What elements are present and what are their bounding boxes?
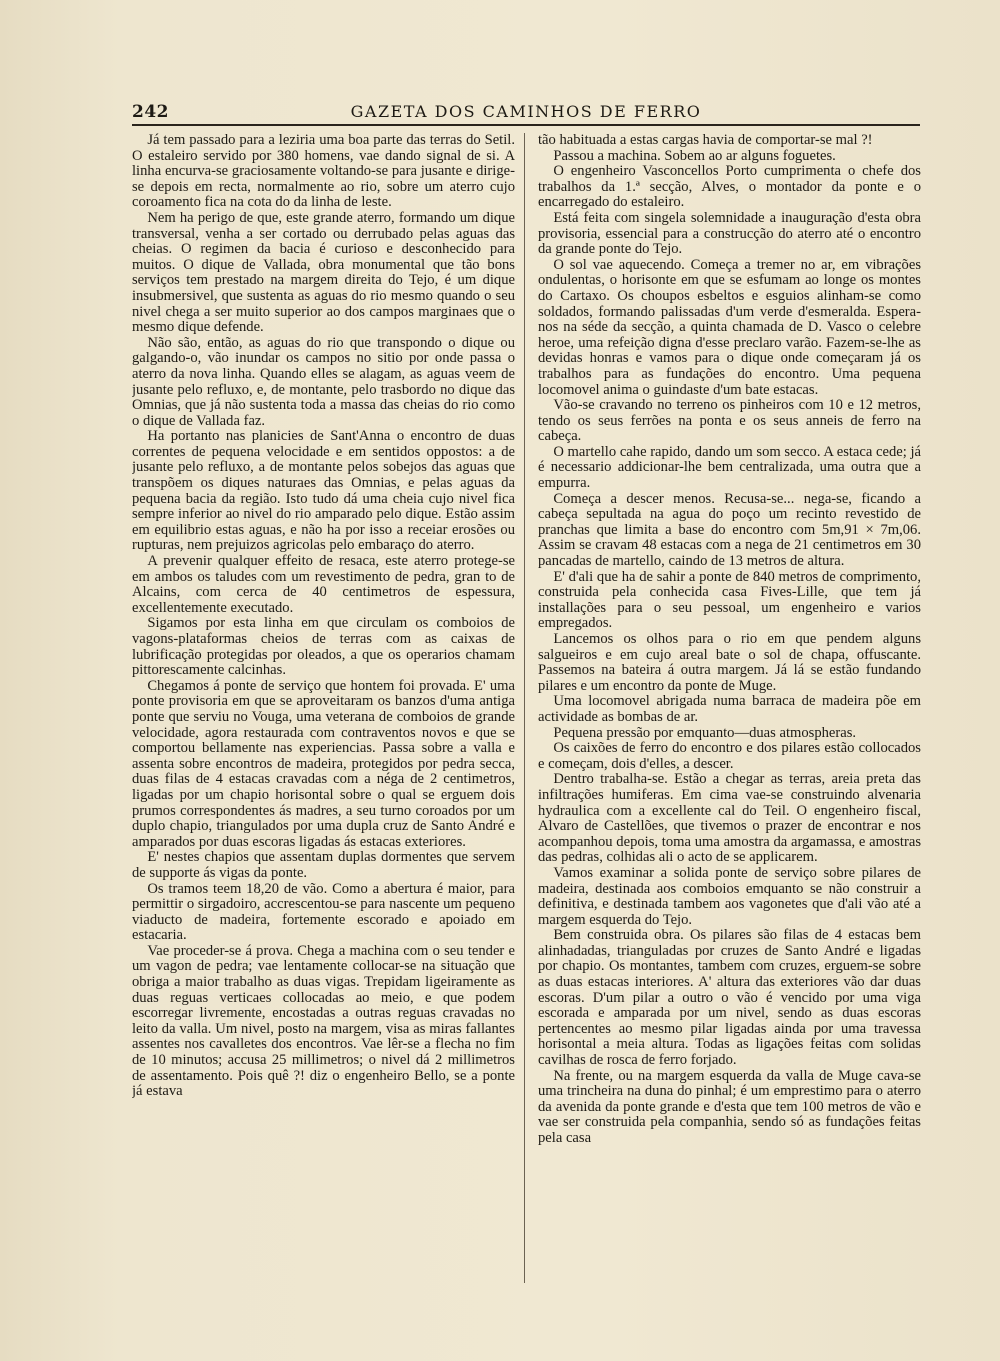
paragraph: O engenheiro Vasconcellos Porto cumprimenta o chefe dos trabalhos da 1.ª secção, Alves, o montador da ponte e o encarregado do estaleiro.	[538, 163, 921, 211]
paragraph: E' nestes chapios que assentam duplas dormentes que servem de supporte ás vigas da ponte.	[132, 849, 515, 881]
paragraph: Os caixões de ferro do encontro e dos pilares estão collocados e começam, dois d'elles, a descer.	[538, 740, 921, 772]
paragraph: Já tem passado para a leziria uma boa parte das terras do Setil. O estaleiro servido por 380 homens, vae dando signal de si. A linha encurva-se graciosamente voltando-se para jusante e dirige-se depois em recta, normalmente ao rio, sobre um aterro cujo coroamento fica na cota do da linha de leste.	[132, 133, 515, 211]
page-header	[132, 100, 920, 126]
paragraph-continued: tão habituada a estas cargas havia de comportar-se mal ?!	[538, 133, 873, 148]
right-column	[538, 133, 921, 1293]
paragraph: Nem ha perigo de que, este grande aterro, formando um dique transversal, venha a ser cortado ou derrubado pelas aguas das cheias. O regimen da bacia é curioso e desconhecido para muitos. O dique de Vallada, obra monumental que tão bons serviços tem prestado na margem direita do Tejo, é um dique insubmersivel, que sustenta as aguas do rio mesmo quando o seu nivel chega a ser muito superior ao dos campos marginaes que o mesmo dique defende.	[132, 209, 515, 336]
paragraph: Passou a machina. Sobem ao ar alguns foguetes.	[553, 147, 836, 164]
paragraph: Vae proceder-se á prova. Chega a machina com o seu tender e um vagon de pedra; vae lentamente collocar-se na situação que obriga a maior trabalho as duas vigas. Trepidam ligeiramente as duas reguas verticaes collocadas ao meio, e que podem escorregar livremente, encostadas a outras reguas cravadas no leito da valla. Um nivel, posto na margem, visa as miras fallantes assentes nos cavalletes dos encontros. Vae lêr-se a flecha no fim de 10 minutos; accusa 25 millimetros; o nivel dá 2 millimetros de assentamento. Pois quê ?! diz o engenheiro Bello, se a ponte já estava	[132, 942, 515, 1100]
paragraph: Os tramos teem 18,20 de vão. Como a abertura é maior, para permittir o sirgadoiro, accrescentou-se para nascente um pequeno viaducto de madeira, fortemente escorado e apoiado em estacaria.	[132, 880, 515, 944]
paragraph: E' d'ali que ha de sahir a ponte de 840 metros de comprimento, construida pela conhecida casa Fives-Lille, que tem já installações para o seu pessoal, um engenheiro e varios empregados.	[538, 568, 921, 632]
paragraph: Começa a descer menos. Recusa-se... nega-se, ficando a cabeça sepultada na agua do poço um recinto revestido de pranchas que limita a base do encontro com 5m,91 × 7m,06. Assim se cravam 48 estacas com a nega de 21 centimetros em 30 pancadas de martello, caindo de 13 metros de altura.	[538, 490, 921, 570]
paragraph: O sol vae aquecendo. Começa a tremer no ar, em vibrações ondulentas, o horisonte em que se esfumam ao longe os montes do Cartaxo. Os choupos esbeltos e esguios alinham-se como soldados, formando palissadas d'um verde d'esmeralda. Espera-nos na séde da secção, a quinta chamada de D. Vasco o celebre heroe, uma refeição digna d'esse preclaro varão. Fazem-se-lhe as devidas honras e vamos para o dique onde começaram já os trabalhos para as fundações do encontro. Uma pequena locomovel anima o guindaste d'um bate estacas.	[538, 256, 921, 398]
paragraph: Não são, então, as aguas do rio que transpondo o dique ou galgando-o, vão inundar os campos no sitio por onde passa o aterro da nova linha. Quando elles se alagam, as aguas veem de jusante pelo refluxo, e, de montante, pelo trasbordo no dique das Omnias, que já não sustenta toda a massa das cheias do rio como o dique de Vallada faz.	[132, 334, 515, 429]
paragraph: O martello cahe rapido, dando um som secco. A estaca cede; já é necessario addicionar-lhe bem centralizada, uma outra que a empurra.	[538, 443, 921, 492]
paragraph: Está feita com singela solemnidade a inauguração d'esta obra provisoria, essencial para a construcção do aterro até o encontro da grande ponte do Tejo.	[538, 209, 921, 258]
paragraph: Lancemos os olhos para o rio em que pendem alguns salgueiros e em cujo areal bate o sol de chapa, offuscante. Passemos na bateira á outra margem. Já lá se estão fundando pilares e um encontro da ponte de Muge.	[538, 631, 921, 694]
paragraph: Dentro trabalha-se. Estão a chegar as terras, areia preta das infiltrações humiferas. Em cima vae-se construindo alvenaria hydraulica com a excellente cal do Teil. O engenheiro fiscal, Alvaro de Castellões, que tivemos o prazer de encontrar e nos acompanhou depois, toma uma amostra da argamassa, e amostras das pedras, colhidas ali o acto de se applicarem.	[538, 771, 921, 866]
paragraph: Vamos examinar a solida ponte de serviço sobre pilares de madeira, destinada aos comboios emquanto se não construir a definitiva, e destinada tambem aos vagonetes que d'ali vão até a margem esquerda do Tejo.	[538, 864, 921, 928]
paragraph: Chegamos á ponte de serviço que hontem foi provada. E' uma ponte provisoria em que se aproveitaram os banzos d'uma antiga ponte que serviu no Vouga, uma veterana de comboios de grande velocidade, agora restaurada com contraventos novos e que se comportou bellamente nas experiencias. Passa sobre a valla e assenta sobre encontros de madeira, protegidos por pedra secca, duas filas de 4 estacas cravadas com a négа de 2 centimetros, ligadas por um chapio horisontal sobre o qual se erguem dois prumos correspondentes ás madres, a seu turno coroados por um duplo chapio, triangulados por uma dupla cruz de Santo André e amparados por duas escoras ligadas ás estacas exteriores.	[132, 677, 515, 850]
paragraph: Bem construida obra. Os pilares são filas de 4 estacas bem alinhadadas, trianguladas por cruzes de Santo André e ligadas por chapio. Os montantes, tambem com cruzes, erguem-se sobre as duas estacas interiores. A' altura das exteriores vão dar duas escoras. D'um pilar a outro o vão é vencido por uma viga escorada e amparada por um nivel, sendo as duas escoras pertencentes ao mesmo pilar ligadas ainda por uma travessa horisontal a meia altura. Todas as ligações feitas com solidas cavilhas de rosca de ferro forjado.	[538, 927, 921, 1069]
paragraph: A prevenir qualquer effeito de resaca, este aterro protege-se em ambos os taludes com um revestimento de pedra, gran to de Alcains, com cerca de 40 centimetros de espessura, excellentemente executado.	[132, 553, 515, 616]
paragraph: Pequena pressão por emquanto—duas atmospheras.	[553, 724, 857, 741]
running-title: GAZETA DOS CAMINHOS DE FERRO	[350, 102, 702, 121]
paragraph: Ha portanto nas planicies de Sant'Anna o encontro de duas correntes de pequena velocidade e em sentidos oppostos: a de jusante pelo refluxo, a de montante pelos sobejos das aguas que transpõem os diques naturaes das Omnias, e pelas aguas da pequena bacia da região. Isto tudo dá uma cheia cujo nivel fica sempre inferior ao nivel do rio amparado pelo dique. Estão assim em equilibrio estas aguas, e não ha por isso a receiar erosões ou rupturas, nem prejuizos agricolas pelo embaraço do aterro.	[132, 428, 515, 554]
paragraph: Uma locomovel abrigada numa barraca de madeira põe em actividade as bombas de ar.	[538, 693, 921, 725]
column-divider	[524, 133, 525, 1283]
paragraph: Na frente, ou na margem esquerda da valla de Muge cava-se uma trincheira na duna do pinhal; é um emprestimo para o aterro da avenida da ponte grande e d'esta que tem 100 metros de vão e vae ser construida pela companhia, sendo só as fundações feitas pela casa	[538, 1067, 921, 1146]
paragraph: Sigamos por esta linha em que circulam os comboios de vagons-plataformas cheios de terras com as caixas de lubrificação protegidas por oleados, a que os operarios chamam pittorescamente calcinhas.	[132, 615, 515, 679]
paragraph: Vão-se cravando no terreno os pinheiros com 10 e 12 metros, tendo os seus ferrões na ponta e os seus anneis de ferro na cabeça.	[538, 397, 921, 445]
page-number: 242	[132, 102, 169, 122]
left-column	[132, 133, 515, 1293]
